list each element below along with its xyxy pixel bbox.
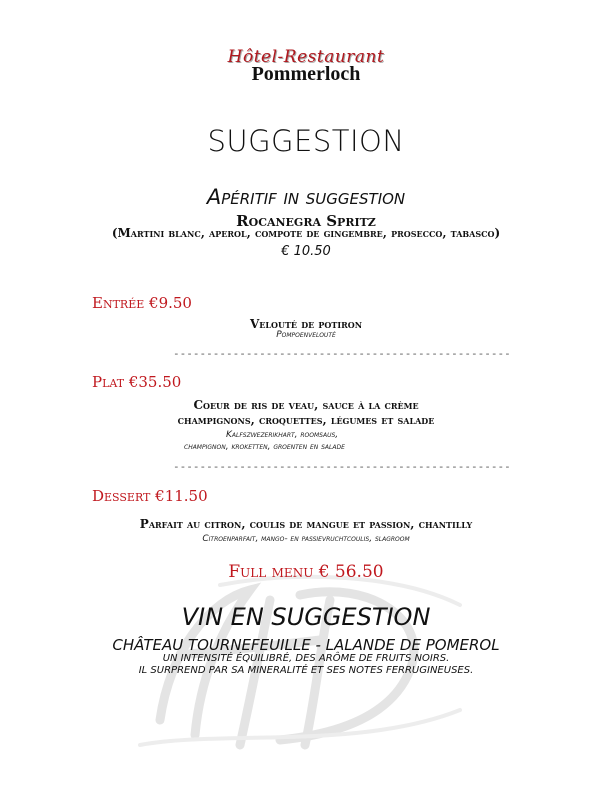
- entree-dish: Velouté de potiron: [249, 317, 363, 331]
- separator-line: ---------------------------------------------------: [173, 460, 511, 473]
- plat-dish-line2: champignons, croquettes, légumes et salade: [177, 413, 435, 427]
- entree-translation: Pompoenvelouté: [276, 330, 336, 340]
- separator-line: ---------------------------------------------------: [173, 347, 511, 360]
- aperitif-heading: Apéritif in suggestion: [206, 185, 406, 209]
- wine-description-line2: IL SURPREND PAR SA MINERALITÉ ET SES NOTES FERRUGINEUSES.: [138, 665, 474, 676]
- plat-heading: Plat €35.50: [92, 373, 182, 391]
- plat-translation-line1: Kalfszwezerikhart, roomsaus,: [226, 430, 339, 440]
- plat-translation-line2: champignon, kroketten, groenten en salade: [184, 442, 345, 452]
- aperitif-description: (Martini blanc, aperol, compote de gingembre, prosecco, tabasco): [111, 226, 501, 240]
- page-title: SUGGESTION: [207, 124, 405, 158]
- wine-heading: VIN EN SUGGESTION: [181, 603, 431, 631]
- aperitif-price: € 10.50: [281, 244, 331, 259]
- wine-name: CHÂTEAU TOURNEFEUILLE - LALANDE DE POMEROL: [112, 636, 500, 654]
- logo-name: Pommerloch: [251, 63, 361, 85]
- aperitif-name: Rocanegra Spritz: [236, 212, 376, 230]
- wine-description-line1: UN INTENSITÉ ÉQUILIBRÉ, DES ARÔME DE FRUITS NOIRS.: [162, 653, 450, 664]
- logo-script-text: Hôtel-Restaurant: [227, 47, 385, 67]
- plat-dish-line1: Coeur de ris de veau, sauce à la crème: [193, 398, 419, 412]
- entree-heading: Entrée €9.50: [92, 294, 192, 312]
- dessert-translation: Citroenparfait, mango- en passievruchtcoulis, slagroom: [202, 534, 410, 544]
- dessert-heading: Dessert €11.50: [92, 487, 208, 505]
- dessert-dish: Parfait au citron, coulis de mangue et passion, chantilly: [139, 517, 473, 531]
- full-menu-price: Full menu € 56.50: [228, 562, 384, 582]
